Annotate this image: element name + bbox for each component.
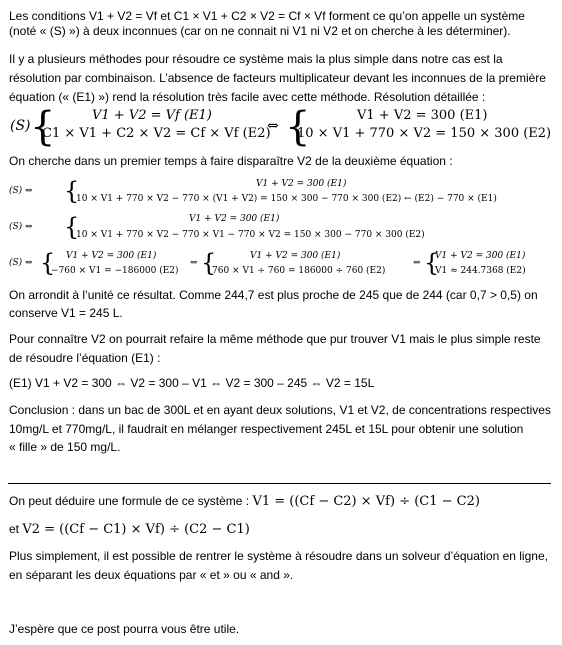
v2-equation: (E1) V1 + V2 = 300 ⇔ V2 = 300 – V1 ⇔ V2 = 300 – 245 ⇔ V2 = 15L <box>9 376 375 390</box>
intro-line-1: Les conditions V1 + V2 = Vf et C1 × V1 + C2 × V2 = Cf × Vf forment ce qu’on appelle un système <box>9 9 525 23</box>
step-3-arrow-2: ⇔ <box>413 258 421 268</box>
left-brace: { <box>30 104 56 150</box>
conclusion-line-3: « fille » de 150 mg/L. <box>9 440 121 454</box>
step-intro: On cherche dans un premier temps à faire disparaître V2 de la deuxième équation : <box>9 154 453 168</box>
formula-v1: V1 = ((Cf − C2) × Vf) ÷ (C1 − C2) <box>252 494 480 509</box>
conclusion-line-1: Conclusion : dans un bac de 300L et en ayant deux solutions, V1 et V2, de concentrations respectives <box>9 403 551 417</box>
system-label: (S) <box>10 118 31 134</box>
formula-v2: V2 = ((Cf − C1) × Vf) ÷ (C2 − C1) <box>22 522 250 537</box>
step-2-label: (S) ⇔ <box>9 222 33 232</box>
system-eq-2: C1 × V1 + C2 × V2 = Cf × Vf (E2) <box>42 126 271 141</box>
rounding-line-1: On arrondit à l’unité ce résultat. Comme 244,7 est plus proche de 245 que de 244 (car 0,7 > 0,5) on <box>9 288 538 302</box>
conclusion-line-2: 10mg/L et 770mg/L, il faudrait en mélanger respectivement 245L et 15L pour obtenir une solution <box>9 422 524 436</box>
step-3b-top: V1 + V2 = 300 (E1) <box>250 251 341 261</box>
system-eq-3: V1 + V2 = 300 (E1) <box>357 108 488 123</box>
step-3a-top: V1 + V2 = 300 (E1) <box>66 251 157 261</box>
step-1-top: V1 + V2 = 300 (E1) <box>256 179 347 189</box>
step-3a-bottom: −760 × V1 = −186000 (E2) <box>51 266 179 276</box>
equivalence-arrow: ⇔ <box>267 118 279 134</box>
intro-line-2: (noté « (S) ») à deux inconnues (car on ne connait ni V1 ni V2 et on cherche à les déterminer). <box>9 24 511 38</box>
step-1-bottom: 10 × V1 + 770 × V2 − 770 × (V1 + V2) = 150 × 300 − 770 × 300 (E2) ← (E2) − 770 × (E1) <box>76 194 497 204</box>
formula-line-2 <box>9 520 250 539</box>
system-eq-1: V1 + V2 = Vf (E1) <box>92 108 212 123</box>
step-3b-bottom: 760 × V1 ÷ 760 = 186000 ÷ 760 (E2) <box>212 266 386 276</box>
method-line-2: résolution par combinaison. L’absence de facteurs multiplicateur devant les inconnues de la première <box>9 71 546 85</box>
step-2-brace: { <box>64 213 80 241</box>
step-3c-brace: { <box>424 249 440 277</box>
solver-line-1: Plus simplement, il est possible de rentrer le système à résoudre dans un solveur d’équation en ligne, <box>9 549 548 563</box>
step-3b-brace: { <box>201 249 217 277</box>
step-3c-bottom: V1 ≈ 244.7368 (E2) <box>435 266 526 276</box>
step-2-bottom: 10 × V1 + 770 × V2 − 770 × V1 − 770 × V2 = 150 × 300 − 770 × 300 (E2) <box>76 230 425 240</box>
formula-et: et <box>9 522 23 536</box>
right-brace: { <box>285 104 311 150</box>
rounding-line-2: conserve V1 = 245 L. <box>9 306 123 320</box>
v2-text-line-1: Pour connaître V2 on pourrait refaire la même méthode que pur trouver V1 mais le plus simple reste <box>9 332 541 346</box>
method-line-3: équation (« (E1) ») rend la résolution très facile avec cette méthode. Résolution détaillée : <box>9 90 486 104</box>
step-2-top: V1 + V2 = 300 (E1) <box>189 214 280 224</box>
system-eq-4: 10 × V1 + 770 × V2 = 150 × 300 (E2) <box>297 126 552 141</box>
formula-prefix: On peut déduire une formule de ce système : <box>9 494 253 508</box>
step-3-label: (S) ⇔ <box>9 258 33 268</box>
section-divider <box>8 483 551 484</box>
step-1-brace: { <box>64 177 80 205</box>
method-line-1: Il y a plusieurs méthodes pour résoudre ce système mais la plus simple dans notre cas est la <box>9 52 503 66</box>
formula-line-1 <box>9 492 480 511</box>
closing-text: J’espère que ce post pourra vous être utile. <box>9 622 240 636</box>
step-1-label: (S) ⇔ <box>9 186 33 196</box>
v2-text-line-2: de résoudre l’équation (E1) : <box>9 351 161 365</box>
step-3a-brace: { <box>40 249 56 277</box>
step-3-arrow-1: ⇔ <box>190 258 198 268</box>
step-3c-top: V1 + V2 = 300 (E1) <box>435 251 526 261</box>
solver-line-2: en séparant les deux équations par « et » ou « and ». <box>9 568 294 582</box>
